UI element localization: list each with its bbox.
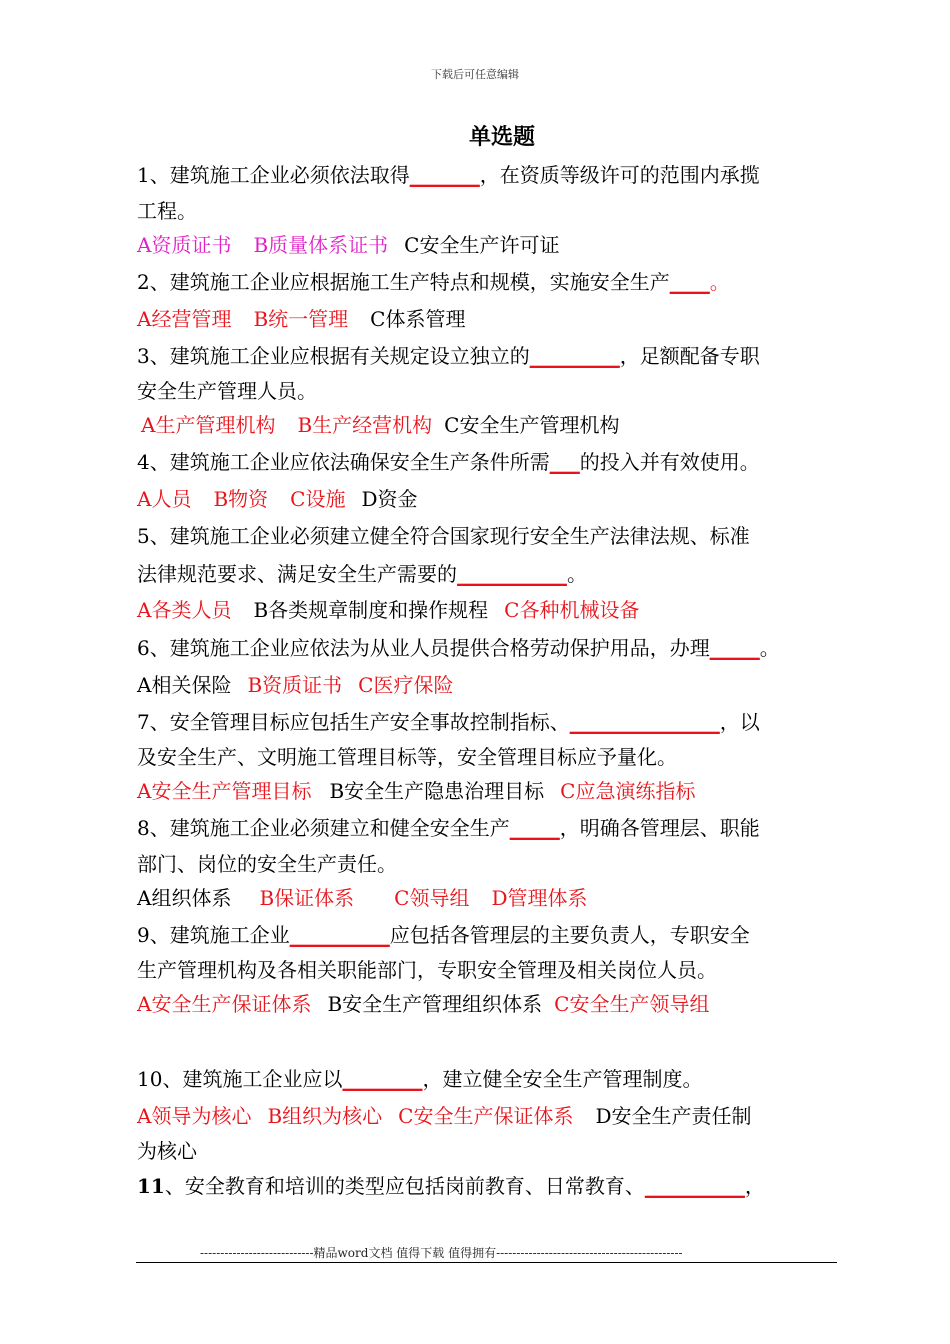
question-6-text-cont: 。 (759, 636, 780, 660)
question-10-options (137, 1103, 752, 1129)
question-4-line-1 (137, 449, 760, 475)
page-title: 单选题 (468, 124, 535, 150)
option-b: B各类规章制度和操作规程 (253, 598, 489, 622)
option-b: B资质证书 (247, 673, 343, 697)
question-8-blank: _____ (509, 816, 560, 840)
option-c: C医疗保险 (358, 673, 454, 697)
option-a: A生产管理机构 (141, 413, 276, 437)
question-7-blank: _______________ (569, 710, 720, 734)
question-2-blank: ____ (669, 270, 710, 294)
option-c: C安全生产保证体系 (398, 1104, 574, 1128)
question-3-blank: _________ (529, 344, 620, 368)
question-4-text-cont: 的投入并有效使用。 (579, 450, 760, 474)
question-1-line-1 (137, 162, 760, 188)
question-3-options (141, 412, 619, 438)
option-c: C各种机械设备 (504, 598, 640, 622)
question-3-text: 3、建筑施工企业应根据有关规定设立独立的 (137, 344, 530, 368)
question-7-line-2: 及安全生产、文明施工管理目标等，安全管理目标应予量化。 (137, 745, 677, 769)
question-8-text-cont: ，明确各管理层、职能 (559, 816, 760, 840)
question-9-text-cont: 应包括各管理层的主要负责人，专职安全 (389, 923, 750, 947)
option-b: B统一管理 (253, 307, 349, 331)
question-3-line-2: 安全生产管理人员。 (137, 379, 317, 403)
question-9-text: 9、建筑施工企业 (137, 923, 290, 947)
question-6-line-1 (137, 635, 780, 661)
option-b: B质量体系证书 (253, 233, 389, 257)
option-a: A各类人员 (137, 598, 232, 622)
question-6-blank: _____ (709, 636, 760, 660)
option-d: D安全生产责任制 (595, 1104, 752, 1128)
option-c: C应急演练指标 (560, 779, 696, 803)
question-11-text-cont: ， (744, 1174, 765, 1198)
question-6-text: 6、建筑施工企业应依法为从业人员提供合格劳动保护用品，办理 (137, 636, 710, 660)
question-7-options (137, 778, 695, 804)
question-3-text-cont: ，足额配备专职 (619, 344, 760, 368)
option-d: D管理体系 (491, 886, 588, 910)
question-1-text-cont: ，在资质等级许可的范围内承揽 (479, 163, 760, 187)
option-a: A人员 (137, 487, 192, 511)
footer-divider (136, 1262, 837, 1263)
question-9-options (137, 991, 709, 1017)
question-5-text-cont: 。 (567, 562, 587, 586)
question-1-blank: _______ (409, 163, 480, 187)
question-1-options (137, 232, 559, 258)
page-header: 下载后可任意编辑 (431, 68, 519, 81)
question-3-line-1 (137, 343, 760, 369)
question-11-text: 、安全教育和培训的类型应包括岗前教育、日常教育、 (164, 1174, 645, 1198)
question-2-line-1 (137, 269, 730, 295)
question-6-options (137, 672, 453, 698)
option-a: A安全生产管理目标 (137, 779, 312, 803)
option-b: B保证体系 (259, 886, 355, 910)
question-9-line-1 (137, 922, 750, 948)
question-9-line-2: 生产管理机构及各相关职能部门，专职安全管理及相关岗位人员。 (137, 958, 717, 982)
option-a: A领导为核心 (137, 1104, 252, 1128)
question-10-options-line-2: 为核心 (137, 1139, 197, 1163)
option-c: C安全生产领导组 (554, 992, 710, 1016)
option-a: A组织体系 (137, 886, 232, 910)
option-a: A资质证书 (137, 233, 232, 257)
question-7-text: 7、安全管理目标应包括生产安全事故控制指标、 (137, 710, 570, 734)
question-5-line-1: 5、建筑施工企业必须建立健全符合国家现行安全生产法律法规、标准 (137, 524, 750, 548)
option-c: C安全生产许可证 (404, 233, 560, 257)
question-11-number: 11 (137, 1174, 165, 1198)
question-2-text: 2、建筑施工企业应根据施工生产特点和规模，实施安全生产 (137, 270, 670, 294)
question-10-text-cont: ，建立健全安全生产管理制度。 (422, 1067, 703, 1091)
question-11-blank: __________ (644, 1174, 745, 1198)
option-c: C安全生产管理机构 (444, 413, 620, 437)
question-4-options (137, 486, 418, 512)
question-2-text-cont: 。 (709, 270, 730, 294)
question-8-line-2: 部门、岗位的安全生产责任。 (137, 852, 397, 876)
question-10-text: 10、建筑施工企业应以 (137, 1067, 343, 1091)
option-c: C设施 (290, 487, 346, 511)
question-5-blank: ___________ (457, 562, 567, 586)
option-a: A相关保险 (137, 673, 232, 697)
option-b: B物资 (213, 487, 269, 511)
question-7-text-cont: ，以 (719, 710, 760, 734)
option-c: C领导组 (394, 886, 470, 910)
option-b: B生产经营机构 (297, 413, 433, 437)
question-5-options (137, 597, 639, 623)
question-8-line-1 (137, 815, 760, 841)
option-c: C体系管理 (370, 307, 466, 331)
option-a: A经营管理 (137, 307, 232, 331)
option-b: B组织为核心 (267, 1104, 383, 1128)
option-b: B安全生产隐患治理目标 (329, 779, 545, 803)
question-1-line-2: 工程。 (137, 199, 197, 223)
question-2-options (137, 306, 465, 332)
question-10-line-1 (137, 1066, 702, 1092)
question-4-text: 4、建筑施工企业应依法确保安全生产条件所需 (137, 450, 550, 474)
question-1-text: 1、建筑施工企业必须依法取得 (137, 163, 410, 187)
question-4-blank: ___ (549, 450, 580, 474)
question-10-blank: ________ (342, 1067, 423, 1091)
question-11-line-1 (137, 1173, 765, 1199)
page-footer: ----------------------------精品word文档 值得下载 值得拥有---------------------------------------------- (200, 1246, 683, 1260)
option-a: A安全生产保证体系 (137, 992, 312, 1016)
question-9-blank: __________ (289, 923, 390, 947)
question-5-text: 法律规范要求、满足安全生产需要的 (137, 562, 457, 586)
question-8-options (137, 885, 588, 911)
option-b: B安全生产管理组织体系 (327, 992, 543, 1016)
question-8-text: 8、建筑施工企业必须建立和健全安全生产 (137, 816, 510, 840)
question-5-line-2 (137, 561, 587, 587)
option-d: D资金 (361, 487, 418, 511)
question-7-line-1 (137, 709, 760, 735)
